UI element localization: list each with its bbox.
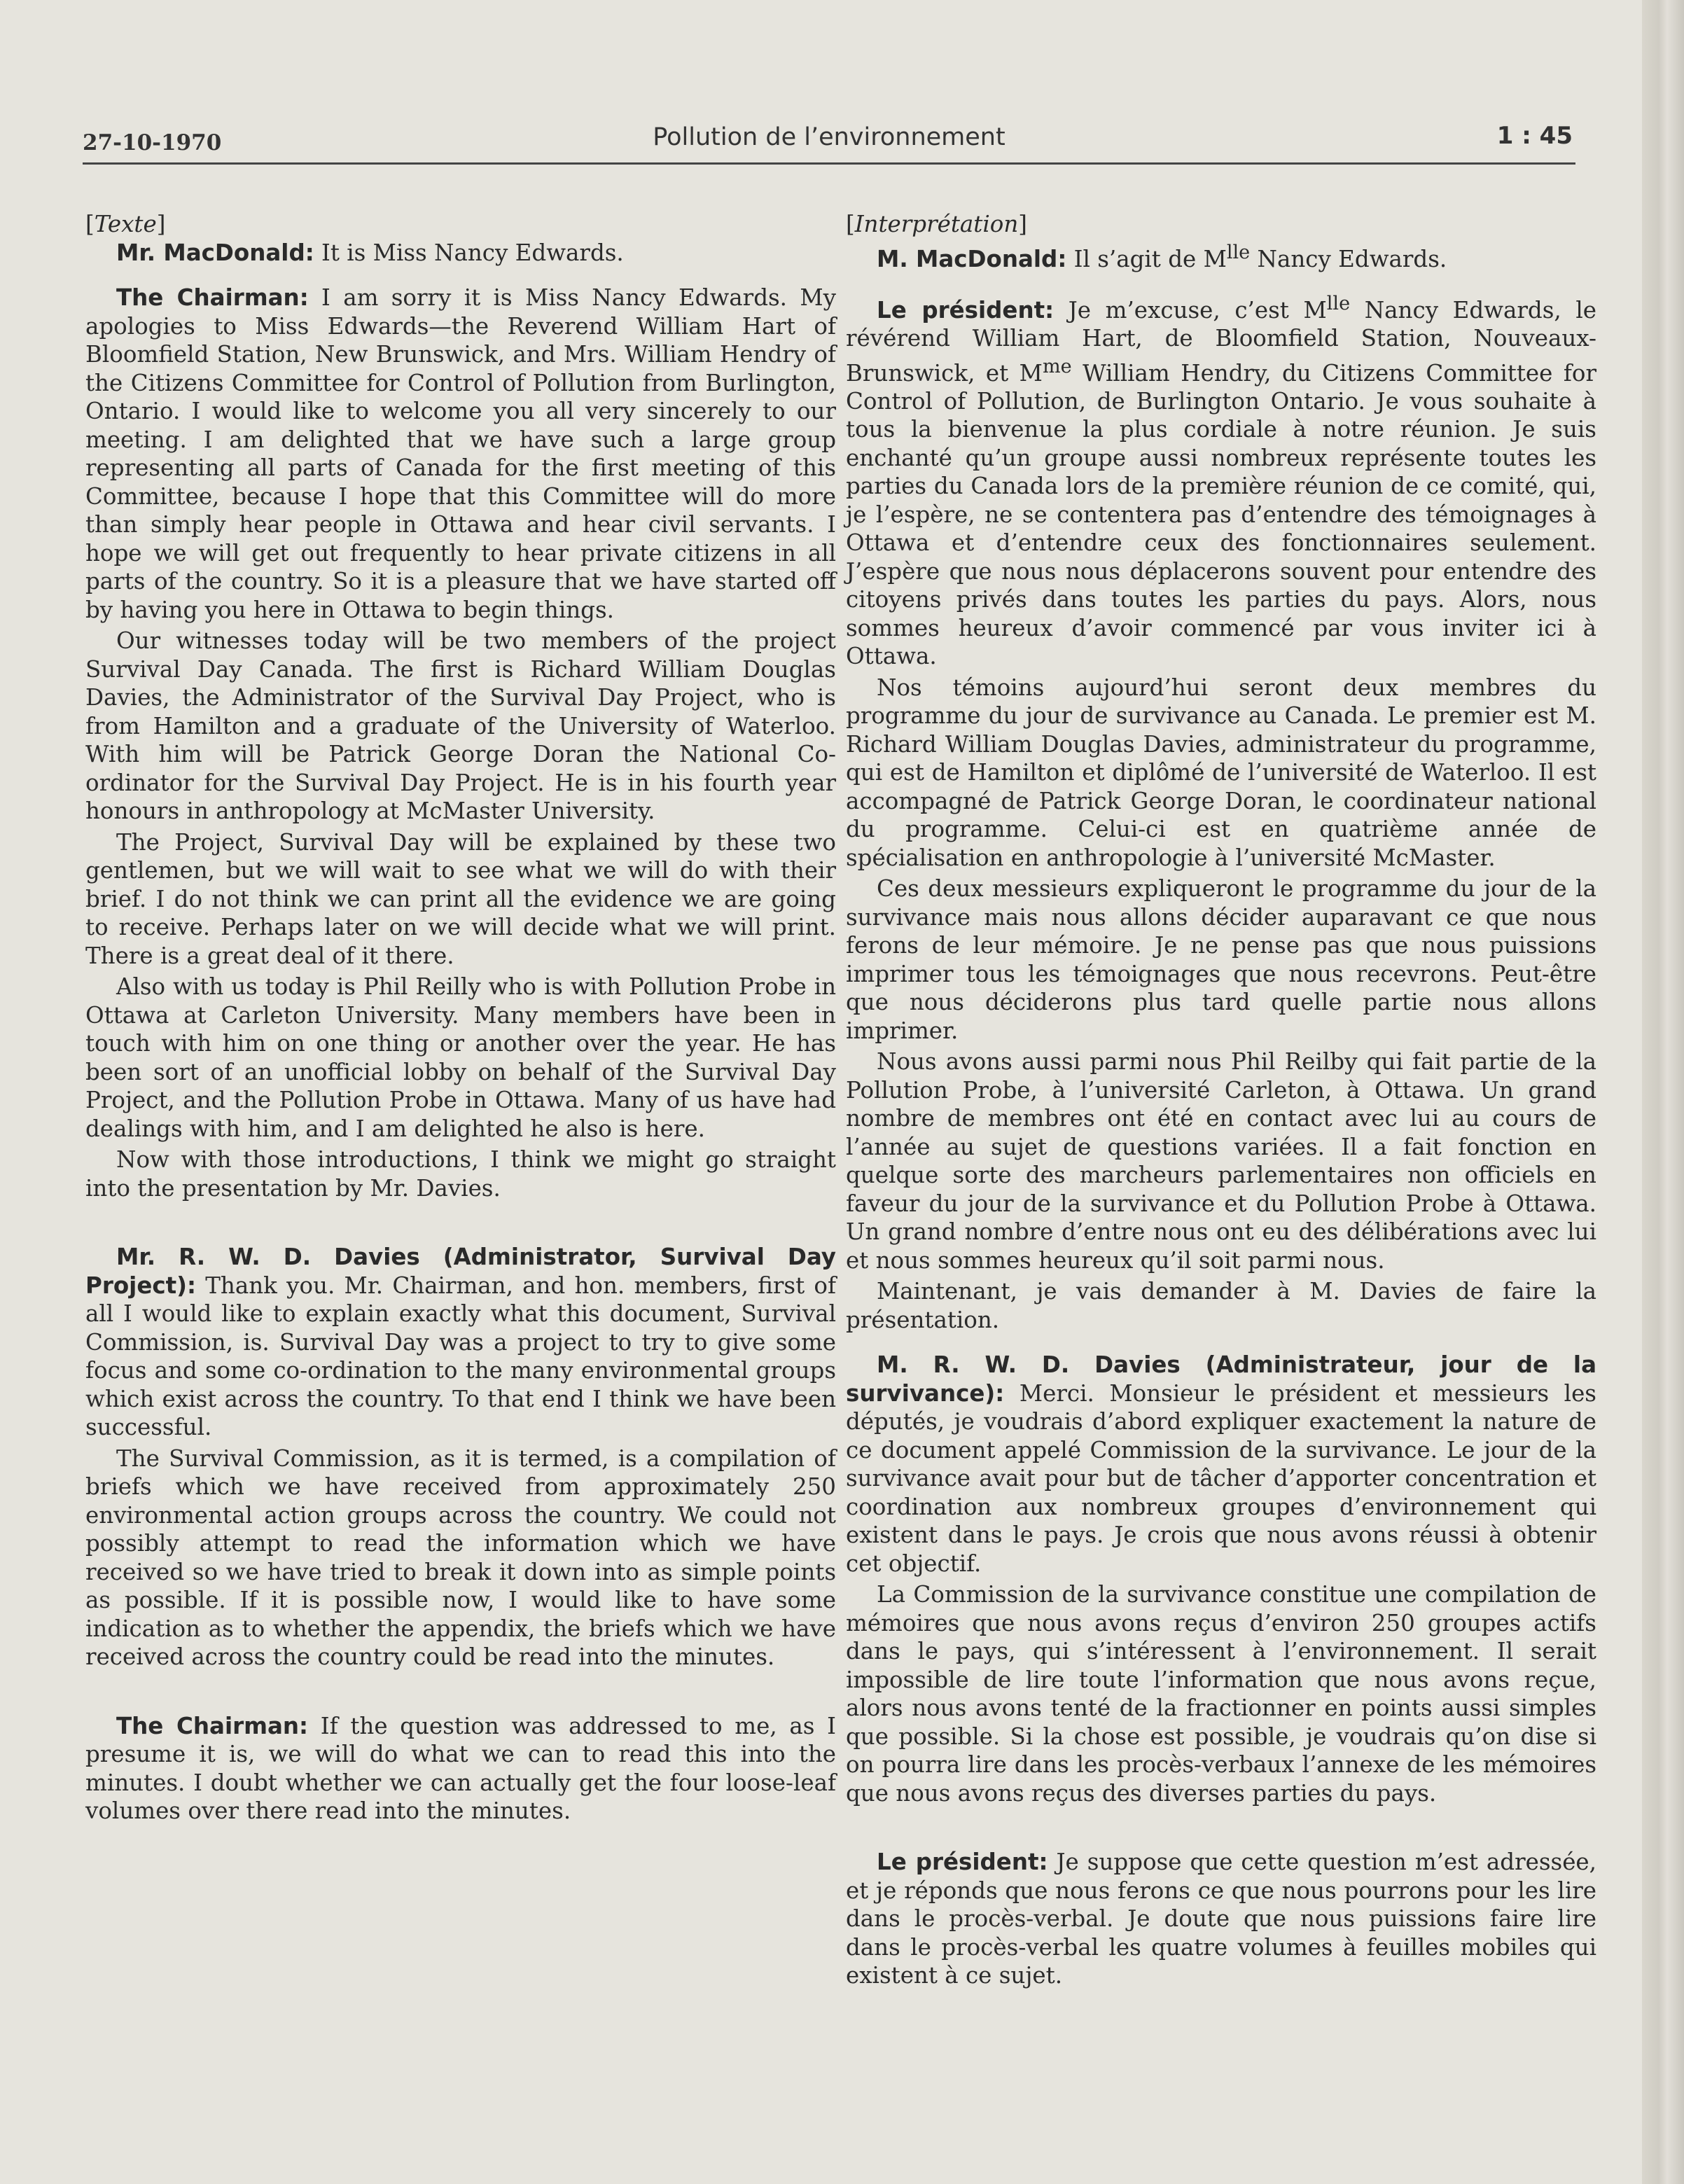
speaker: Le président:: [877, 1849, 1048, 1876]
paragraph: Mr. MacDonald: It is Miss Nancy Edwards.: [116, 239, 624, 266]
paragraph: The Project, Survival Day will be explained by these two gentlemen, but we will wait to see what we will do with their brief. I do not think we can print all the evidence we are going to receive. Perhaps later on we will decide what we will print. There is a great deal of it there.: [85, 828, 836, 969]
paragraph: La Commission de la survivance constitue une compilation de mémoires que nous avons reçus d’environ 250 groupes actifs dans le pays, qui s’intéressent à l’environnement. Il serait impossible de lire toute l’information que nous avons reçue, alors nous avons tenté de la fractionner en points aussi simples que possible. Si la chose est possible, je voudrais qu’on dise si on pourra lire dans les procès-verbaux l’annexe de les mémoires que nous avons reçus des diverses parties du pays.: [846, 1581, 1596, 1807]
speaker: Mr. R. W. D. Davies (Administrator, Survival Day Project):: [85, 1244, 836, 1299]
speaker: M. R. W. D. Davies (Administrateur, jour de la survivance):: [846, 1351, 1596, 1407]
header-date: 27-10-1970: [83, 130, 222, 155]
speaker: The Chairman:: [116, 284, 309, 311]
paragraph: Also with us today is Phil Reilly who is with Pollution Probe in Ottawa at Carleton University. Many members have been in touch with him on one thing or another over the year. He has been sort of an unofficial lobby on behalf of the Survival Day Project, and the Pollution Probe in Ottawa. Many of us have had dealings with him, and I am delighted he also is here.: [85, 973, 836, 1142]
running-header: [83, 119, 1575, 162]
paragraph: Nos témoins aujourd’hui seront deux membres du programme du jour de survivance au Canada. Le premier est M. Richard William Douglas Davies, administrateur du programme, qui est de Hamilton et diplômé de l’université de Waterloo. Il est accompagné de Patrick George Doran, le coordinateur national du programme. Celui-ci est en quatrième année de spécialisation en anthropologie à l’université McMaster.: [846, 674, 1596, 871]
paragraph: The Survival Commission, as it is termed, is a compilation of briefs which we have received from approximately 250 environmental action groups across the country. We could not possibly attempt to read the information which we have received so we have tried to break it down into as simple points as possible. If it is possible now, I would like to have some indication as to whether the appendix, the briefs which we have received across the country could be read into the minutes.: [85, 1445, 836, 1670]
page-number: 1 : 45: [1496, 122, 1573, 150]
column-label: [Interprétation]: [846, 211, 1027, 237]
paragraph: M. MacDonald: Il s’agit de $M^{lle}$ Nancy Edwards.: [877, 241, 1447, 272]
english-column: [85, 210, 836, 1825]
label-text: Interprétation: [854, 211, 1019, 237]
column-label: [Texte]: [85, 211, 166, 237]
speaker: The Chairman:: [116, 1712, 309, 1739]
paragraph: Nous avons aussi parmi nous Phil Reilby qui fait partie de la Pollution Probe, à l’université Carleton, à Ottawa. Un grand nombre de membres ont été en contact avec lui au cours de l’année au sujet de questions variées. Il a fait fonction en quelque sorte des marcheurs parlementaires non officiels en faveur du jour de la survivance et du Pollution Probe à Ottawa. Un grand nombre d’entre nous ont eu des délibérations avec lui et nous sommes heureux qu’il soit parmi nous.: [846, 1048, 1596, 1274]
paragraph: Ces deux messieurs expliqueront le programme du jour de la survivance mais nous allons décider auparavant ce que nous ferons de leur mémoire. Je ne pense pas que nous puissions imprimer tous les témoignages que nous recevrons. Peut-être que nous déciderons plus tard quelle partie nous allons imprimer.: [846, 875, 1596, 1044]
book-edge: [1642, 0, 1684, 2184]
label-text: Texte: [94, 211, 157, 237]
paragraph: Le président: Je m’excuse, c’est $M^{lle}$ Nancy Edwards, le révérend William Hart, de Bloomfield Station, Nouveaux-Brunswick, et $M^{me}$ William Hendry, du Citizens Committee for Control of Pollution, de Burlington Ontario. Je vous souhaite à tous la bienvenue la plus cordiale à notre réunion. Je suis enchanté qu’un groupe aussi nombreux représente toutes les parties du Canada lors de la première réunion de ce comité, qui, je l’espère, ne se contentera pas d’entendre des témoignages à Ottawa et d’entendre ceux des fonctionnaires seulement. J’espère que nous nous déplacerons souvent pour entendre des citoyens privés dans toutes les parties du pays. Alors, nous sommes heureux d’avoir commencé par vous inviter ici à Ottawa.: [846, 292, 1596, 670]
paragraph: The Chairman: I am sorry it is Miss Nancy Edwards. My apologies to Miss Edwards—the Reverend William Hart of Bloomfield Station, New Brunswick, and Mrs. William Hendry of the Citizens Committee for Control of Pollution from Burlington, Ontario. I would like to welcome you all very sincerely to our meeting. I am delighted that we have such a large group representing all parts of Canada for the first meeting of this Committee, because I hope that this Committee will do more than simply hear people in Ottawa and hear civil servants. I hope we will get out frequently to hear private citizens in all parts of the country. So it is a pleasure that we have started off by having you here in Ottawa to begin things.: [85, 284, 836, 623]
header-rule: [83, 162, 1575, 165]
paragraph: Maintenant, je vais demander à M. Davies de faire la présentation.: [846, 1278, 1596, 1333]
header-title: Pollution de l’environnement: [653, 123, 1005, 151]
paragraph: Le président: Je suppose que cette question m’est adressée, et je réponds que nous ferons ce que nous pourrons pour les lire dans le procès-verbal. Je doute que nous puissions faire lire dans le procès-verbal les quatre volumes à feuilles mobiles qui existent à ce sujet.: [846, 1849, 1596, 1989]
speaker: M. MacDonald:: [877, 245, 1067, 272]
speaker: Le président:: [877, 296, 1055, 324]
paragraph: M. R. W. D. Davies (Administrateur, jour de la survivance): Merci. Monsieur le président et messieurs les députés, je voudrais d’abord expliquer exactement la nature de ce document appelé Commission de la survivance. Le jour de la survivance avait pour but de tâcher d’apporter concentration et coordination aux nombreux groupes d’environnement qui existent dans le pays. Je crois que nous avons réussi à obtenir cet objectif.: [846, 1351, 1596, 1577]
paragraph: Mr. R. W. D. Davies (Administrator, Survival Day Project): Thank you. Mr. Chairman, and hon. members, first of all I would like to explain exactly what this document, Survival Commission, is. Survival Day was a project to try to give some focus and some co-ordination to the many environmental groups which exist across the country. To that end I think we have been successful.: [85, 1244, 836, 1440]
french-column: [846, 210, 1596, 1990]
speaker: Mr. MacDonald:: [116, 239, 314, 266]
paragraph: The Chairman: If the question was addressed to me, as I presume it is, we will do what we can to read this into the minutes. I doubt whether we can actually get the four loose-leaf volumes over there read into the minutes.: [85, 1712, 836, 1824]
paragraph: Now with those introductions, I think we might go straight into the presentation by Mr. Davies.: [85, 1146, 836, 1202]
paragraph: Our witnesses today will be two members of the project Survival Day Canada. The first is Richard William Douglas Davies, the Administrator of the Survival Day Project, who is from Hamilton and a graduate of the University of Waterloo. With him will be Patrick George Doran the National Co-ordinator for the Survival Day Project. He is in his fourth year honours in anthropology at McMaster University.: [85, 627, 836, 824]
